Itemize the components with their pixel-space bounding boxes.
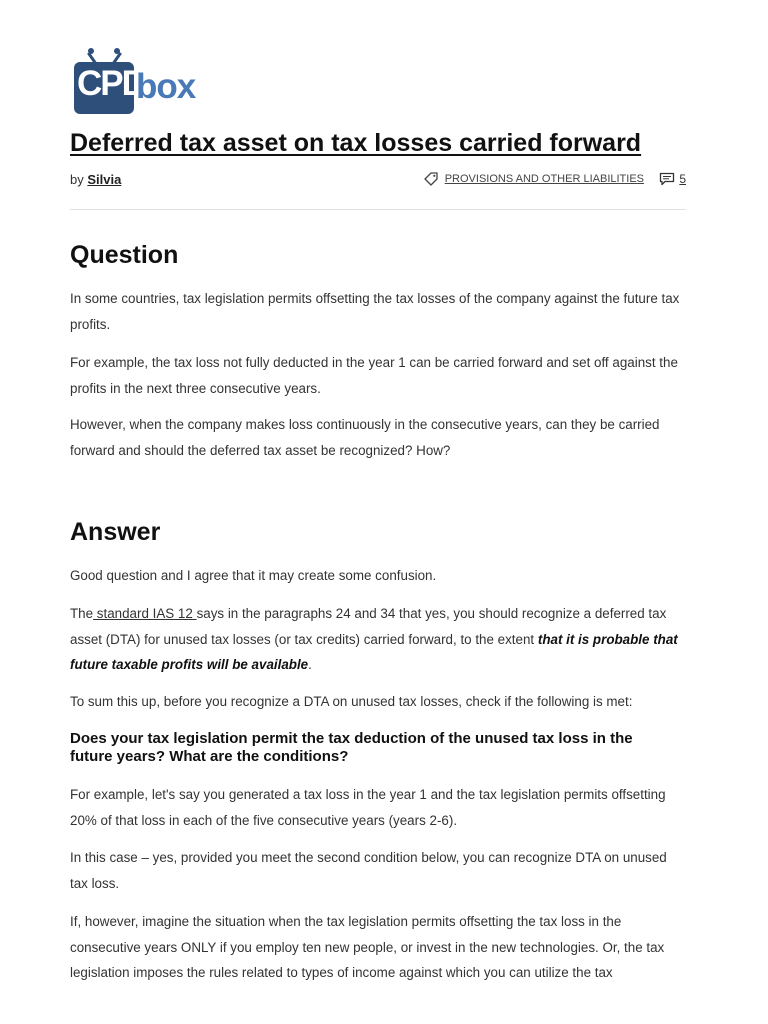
answer-p2-prefix: The [70,606,94,621]
question-paragraph-3: However, when the company makes loss continuously in the consecutive years, can they be carried forward and should the deferred tax asset be recognized? How? [70,417,660,458]
question-paragraph-2: For example, the tax loss not fully deducted in the year 1 can be carried forward and set off against the profits in the next three consecutive years. [70,355,678,396]
ias12-link[interactable]: standard IAS 12 [93,606,197,621]
answer-p2-body: says in the paragraphs 24 and 34 that yes, you should recognize a deferred tax asset (DTA) for unused tax losses (or tax credits) carried forward, to the extent [70,606,667,647]
answer-paragraph-5: In this case – yes, provided you meet the second condition below, you can recognize DTA on unused tax loss. [70,850,667,891]
answer-p2-emphasis: that it is probable that future taxable profits will be available [70,631,678,672]
answer-p2-end: . [308,657,312,672]
answer-paragraph-6: If, however, imagine the situation when the tax legislation permits offsetting the tax loss in the consecutive years ONLY if you employ ten new people, or invest in the new technologies. Or, the tax legislation imposes the rules related to types of income against which you can utilize the tax [70,914,665,980]
question-paragraph-1: In some countries, tax legislation permits offsetting the tax losses of the company against the future tax profits. [70,291,680,332]
author-byline [70,172,121,187]
comments-count: 5 [679,172,686,186]
category-label: PROVISIONS AND OTHER LIABILITIES [444,173,644,185]
condition-heading: Does your tax legislation permit the tax deduction of the unused tax loss in the future years? What are the conditions? [70,730,633,765]
category-link[interactable] [424,172,644,186]
antenna-dot-right [114,48,120,54]
tag-icon [424,172,439,186]
answer-paragraph-3: To sum this up, before you recognize a DTA on unused tax losses, check if the following is met: [70,694,633,709]
answer-paragraph-2 [70,601,686,678]
site-logo[interactable] [74,50,196,116]
answer-paragraph-1: Good question and I agree that it may create some confusion. [70,568,437,583]
logo-box-text: box [136,67,196,106]
meta-divider [70,209,686,210]
answer-paragraph-4: For example, let's say you generated a tax loss in the year 1 and the tax legislation permits offsetting 20% of that loss in each of the five consecutive years (years 2-6). [70,787,666,828]
comments-link[interactable] [659,172,686,186]
antenna-dot-left [88,48,94,54]
by-label: by [70,172,84,187]
author-link[interactable]: Silvia [87,172,122,187]
question-heading: Question [70,241,179,269]
answer-heading: Answer [70,518,161,546]
article-meta [70,172,686,192]
article-title[interactable]: Deferred tax asset on tax losses carried forward [70,129,642,157]
logo-cpd-text: CPD [77,64,145,103]
comment-icon [659,172,675,186]
